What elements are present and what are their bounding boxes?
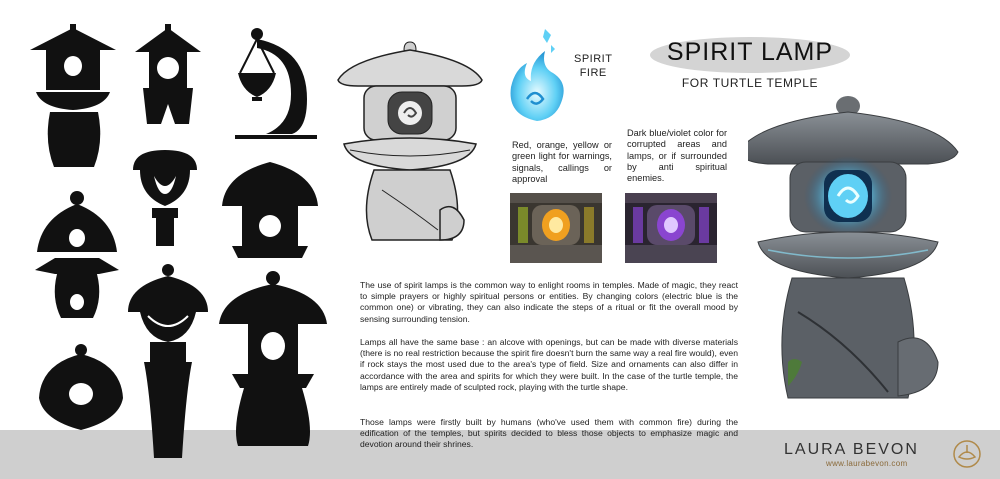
sketch-lamp: [330, 40, 490, 250]
description-paragraph-3: Those lamps were firstly built by humans (who've used them with common fire) during the edification of the temples, but spirits decided to bless those objects to emphasize magic and devotion around their shrines.: [360, 417, 738, 450]
artist-website[interactable]: www.laurabevon.com: [826, 459, 908, 468]
note-corrupted-colors: Dark blue/violet color for corrupted areas and lamps, or if surrounded by anti spiritual enemies.: [627, 128, 727, 184]
description-paragraph-2: Lamps all have the same base : an alcove with openings, but can be made with diverse materials (there is no real restriction because the spirit fire doesn't burn the same way a real fire would), even if rock stays the most used due to the area's type of field. Size and ornaments can also differ in accordance with the area and spirits for which they were built. In the case of the turtle temple, the lamps are entirely made of sculpted rock, playing with the turtle shape.: [360, 337, 738, 392]
silhouette-8: [126, 262, 210, 460]
page-title: SPIRIT LAMP: [666, 38, 834, 66]
violet-glow-thumbnail: [625, 193, 717, 263]
description-paragraph-1: The use of spirit lamps is the common way to enlight rooms in temples. Made of magic, they react to simple prayers or highly spiritual persons or entities. By changing colors (electric blue is the common one) or vibrating, they can also indicate the steps of a ritual or fit the overall mood by sensing surrounding tension.: [360, 280, 738, 324]
warm-glow-thumbnail: [510, 193, 602, 263]
spirit-fire-line1: SPIRIT: [574, 53, 613, 65]
spirit-fire-line2: FIRE: [579, 67, 607, 79]
silhouette-9: [218, 268, 328, 448]
silhouette-3: [230, 25, 320, 140]
silhouette-6: [220, 160, 320, 260]
spirit-fire-label: [574, 52, 612, 80]
artist-name: LAURA BEVON: [784, 441, 919, 458]
painted-spirit-lamp: [748, 92, 968, 408]
artist-logo-icon: [952, 439, 982, 469]
note-warning-colors: Red, orange, yellow or green light for warnings, signals, callings or approval: [512, 140, 612, 184]
spirit-fire-icon: [505, 25, 569, 125]
silhouette-1: [28, 22, 118, 174]
silhouette-5: [130, 148, 200, 248]
page-subtitle: FOR TURTLE TEMPLE: [681, 76, 819, 90]
silhouette-7: [35, 342, 125, 432]
silhouette-4: [33, 190, 121, 320]
silhouette-2: [133, 22, 203, 126]
